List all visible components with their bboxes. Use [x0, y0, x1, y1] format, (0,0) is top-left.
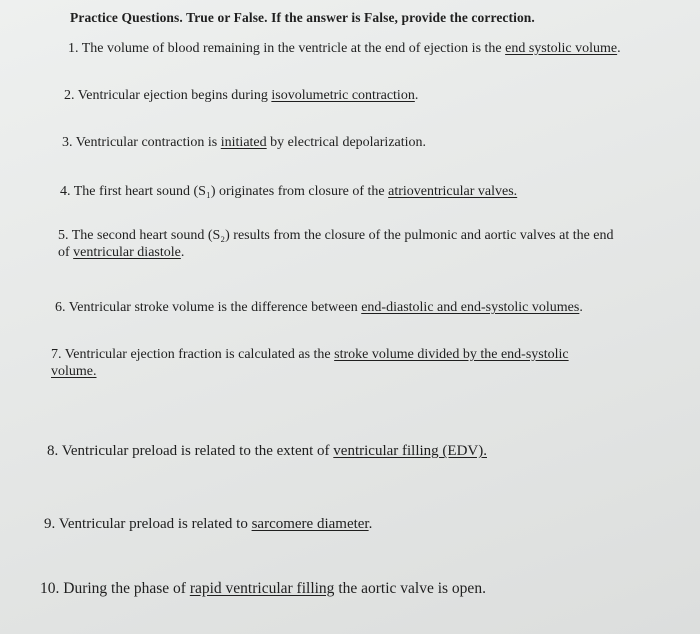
underlined-term: rapid ventricular filling: [189, 580, 335, 597]
question-text-line-2: of: [58, 245, 74, 260]
question-9: [44, 516, 372, 533]
underlined-term: ventricular filling (EDV).: [333, 443, 487, 459]
underlined-term: end-diastolic and end-systolic volumes: [361, 300, 580, 315]
question-number: 7.: [51, 347, 62, 362]
question-text: The second heart sound (S₂) results from the closure of the pulmonic and aortic valves at the end: [71, 228, 614, 243]
question-number: 6.: [55, 300, 66, 315]
underlined-term: stroke volume divided by the end-systolic: [334, 347, 569, 362]
question-2: [64, 87, 418, 104]
underlined-term: sarcomere diameter: [251, 516, 369, 532]
question-number: 10.: [40, 580, 60, 597]
question-line-2: [51, 363, 569, 380]
question-text-end: by electrical depolarization.: [266, 135, 427, 150]
question-text: Ventricular contraction is: [75, 135, 221, 150]
question-text-end: .: [368, 516, 373, 532]
question-7: [51, 346, 569, 380]
question-number: 9.: [44, 516, 56, 532]
question-text: Ventricular preload is related to: [58, 516, 252, 532]
question-text: Ventricular stroke volume is the difference between: [68, 300, 362, 315]
question-1: [68, 40, 621, 57]
underlined-term: ventricular diastole: [73, 245, 181, 260]
underlined-term: atrioventricular valves.: [388, 184, 518, 199]
question-number: 8.: [47, 443, 59, 459]
question-text-end: the aortic valve is open.: [334, 580, 486, 597]
underlined-term: isovolumetric contraction: [271, 88, 415, 103]
question-number: 3.: [62, 135, 73, 150]
question-text: The volume of blood remaining in the ventricle at the end of ejection is the: [81, 41, 506, 56]
question-text: Ventricular ejection begins during: [77, 88, 272, 103]
question-text: During the phase of: [63, 580, 190, 597]
question-5: [58, 227, 614, 261]
underlined-term-line-2: volume.: [51, 364, 97, 379]
question-text-end: .: [579, 300, 583, 315]
worksheet-heading: Practice Questions. True or False. If the answer is False, provide the correction.: [70, 10, 535, 25]
question-10: [40, 580, 486, 597]
question-line-2: [58, 244, 614, 261]
question-number: 2.: [64, 88, 75, 103]
question-number: 4.: [60, 184, 71, 199]
question-4: [60, 183, 517, 200]
question-text-end: .: [414, 88, 419, 103]
underlined-term: initiated: [220, 135, 267, 150]
question-text: The first heart sound (S₁) originates from closure of the: [73, 184, 389, 199]
question-text-end: .: [180, 245, 185, 260]
question-number: 1.: [68, 41, 79, 56]
question-number: 5.: [58, 228, 69, 243]
question-6: [55, 299, 583, 316]
question-3: [62, 134, 426, 151]
question-text-end: .: [617, 41, 621, 56]
underlined-term: end systolic volume: [505, 41, 618, 56]
question-text: Ventricular ejection fraction is calculated as the: [64, 347, 335, 362]
question-text: Ventricular preload is related to the extent of: [61, 443, 334, 459]
question-8: [47, 443, 487, 460]
